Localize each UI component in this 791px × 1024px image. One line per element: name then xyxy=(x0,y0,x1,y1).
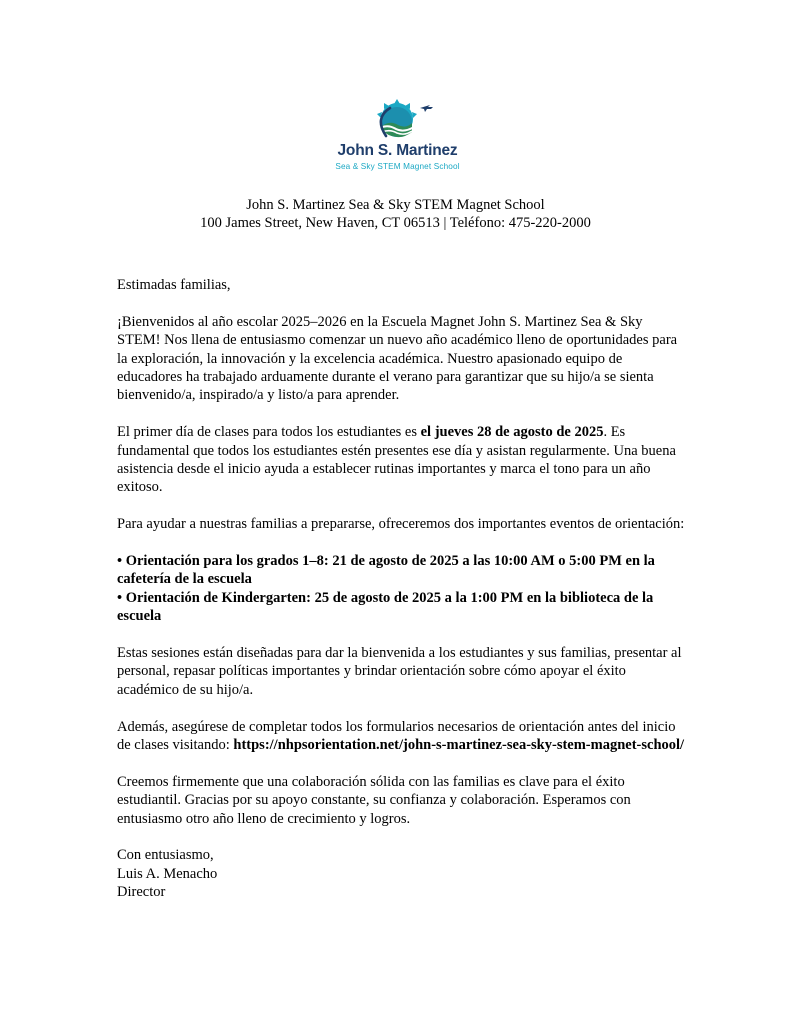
paragraph-orientation-intro: Para ayudar a nuestras familias a prepararse, ofreceremos dos importantes eventos de orientación: xyxy=(117,516,685,533)
logo-tagline: Sea & Sky STEM Magnet School xyxy=(335,162,460,171)
forms-text: Además, asegúrese de completar todos los formularios necesarios de orientación antes del inicio de clases visitando: xyxy=(117,718,676,754)
first-day-date: el jueves 28 de agosto de 2025 xyxy=(420,424,604,441)
paragraph-collaboration: Creemos firmemente que una colaboración sólida con las familias es clave para el éxito estudiantil. Gracias por su apoyo constante, su confianza y colaboración. Esperamos con entusiasmo otro año lleno de crecimiento y logros. xyxy=(117,773,631,827)
first-day-text: El primer día de clases para todos los estudiantes es xyxy=(117,424,421,441)
paragraph-forms xyxy=(117,718,687,755)
paragraph-sessions: Estas sesiones están diseñadas para dar la bienvenida a los estudiantes y sus familias, presentar al personal, repasar políticas importantes y brindar orientación sobre cómo apoyar el éxito académico de su hijo/a. xyxy=(117,645,682,698)
paragraph-welcome: ¡Bienvenidos al año escolar 2025–2026 en la Escuela Magnet John S. Martinez Sea & Sky STEM! Nos llena de entusiasmo comenzar un nuevo año académico lleno de oportunidades para la exploración, la innovación y la excelencia académica. Nuestro apasionado equipo de educadores ha trabajado arduamente durante el verano para garantizar que su hijo/a se sienta bienvenido/a, inspirado/a y listo/a para aprender. xyxy=(117,313,678,404)
school-logo xyxy=(330,98,465,178)
logo-school-name: John S. Martinez xyxy=(337,142,458,159)
orientation-link[interactable]: https://nhpsorientation.net/john-s-martinez-sea-sky-stem-magnet-school/ xyxy=(233,737,685,754)
paragraph-first-day xyxy=(117,423,687,497)
school-header xyxy=(0,196,791,232)
signer-name: Luis A. Menacho xyxy=(117,865,218,882)
school-name: John S. Martinez Sea & Sky STEM Magnet School xyxy=(246,197,545,213)
sun-waves-airplane-logo-icon xyxy=(330,98,465,142)
letter-body xyxy=(117,276,687,902)
signature-block xyxy=(117,846,687,901)
closing: Con entusiasmo, xyxy=(117,847,214,864)
orientation-grades-1-8: • Orientación para los grados 1–8: 21 de agosto de 2025 a las 10:00 AM o 5:00 PM en la cafetería de la escuela xyxy=(117,553,655,588)
greeting: Estimadas familias, xyxy=(117,277,231,293)
orientation-list xyxy=(117,552,687,626)
signer-title: Director xyxy=(117,884,166,901)
orientation-kindergarten: • Orientación de Kindergarten: 25 de agosto de 2025 a la 1:00 PM en la biblioteca de la escuela xyxy=(117,589,654,625)
school-address: 100 James Street, New Haven, CT 06513 | Teléfono: 475-220-2000 xyxy=(200,215,591,231)
first-day-text-rest: . Es fundamental que todos los estudiantes estén presentes ese día y asistan regularmente. Una buena asistencia desde el inicio ayuda a establecer rutinas importantes y marca el tono para un año exitoso. xyxy=(117,424,676,496)
